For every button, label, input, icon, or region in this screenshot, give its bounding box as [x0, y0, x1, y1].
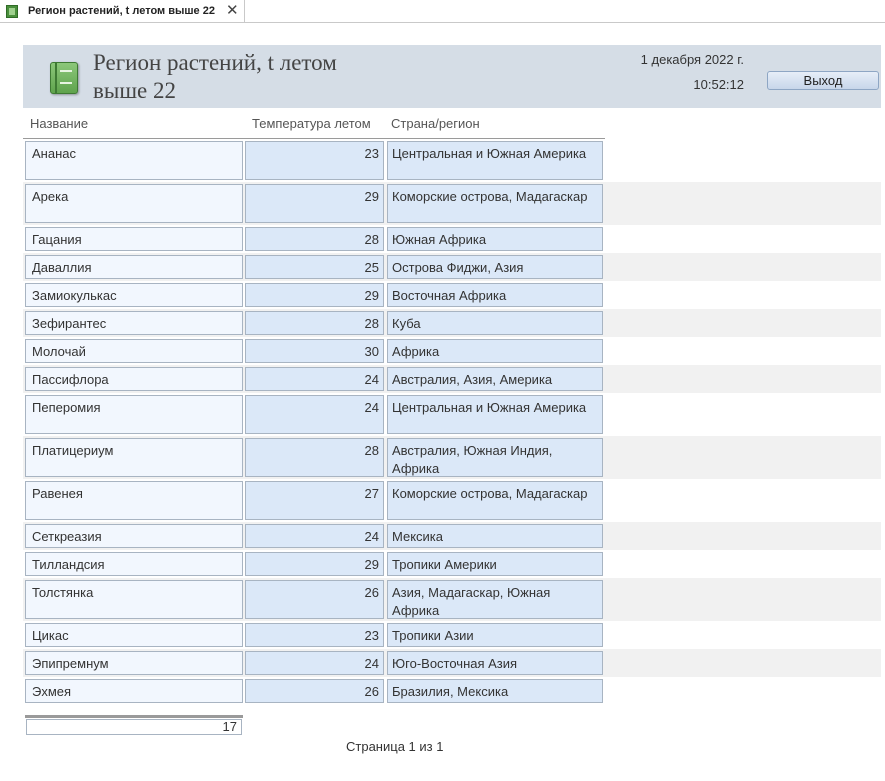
table-row	[23, 479, 881, 522]
name-cell[interactable]: Тилландсия	[25, 552, 243, 576]
region-cell[interactable]: Куба	[387, 311, 603, 335]
table-row	[23, 436, 881, 479]
name-cell[interactable]: Пассифлора	[25, 367, 243, 391]
name-cell[interactable]: Платицериум	[25, 438, 243, 477]
report-icon	[50, 62, 78, 94]
region-cell[interactable]: Центральная и Южная Америка	[387, 395, 603, 434]
temperature-cell[interactable]: 28	[245, 438, 384, 477]
temperature-cell[interactable]: 23	[245, 141, 384, 180]
temperature-cell[interactable]: 23	[245, 623, 384, 647]
region-cell[interactable]: Острова Фиджи, Азия	[387, 255, 603, 279]
table-row	[23, 365, 881, 393]
temperature-cell[interactable]: 24	[245, 651, 384, 675]
table-row	[23, 337, 881, 365]
table-row	[23, 550, 881, 578]
table-row	[23, 139, 881, 182]
table-row	[23, 281, 881, 309]
name-cell[interactable]: Эхмея	[25, 679, 243, 703]
report-date: 1 декабря 2022 г.	[640, 52, 744, 67]
region-cell[interactable]: Австралия, Южная Индия, Африка	[387, 438, 603, 477]
temperature-cell[interactable]: 24	[245, 367, 384, 391]
table-row	[23, 225, 881, 253]
name-cell[interactable]: Сеткреазия	[25, 524, 243, 548]
region-cell[interactable]: Тропики Азии	[387, 623, 603, 647]
name-cell[interactable]: Ананас	[25, 141, 243, 180]
name-cell[interactable]: Цикас	[25, 623, 243, 647]
name-cell[interactable]: Зефирантес	[25, 311, 243, 335]
temperature-cell[interactable]: 25	[245, 255, 384, 279]
name-cell[interactable]: Эпипремнум	[25, 651, 243, 675]
temperature-cell[interactable]: 29	[245, 283, 384, 307]
region-cell[interactable]: Коморские острова, Мадагаскар	[387, 481, 603, 520]
table-row	[23, 649, 881, 677]
column-header-temperature: Температура летом	[252, 116, 371, 131]
table-row	[23, 182, 881, 225]
report-title: Регион растений, t летом выше 22	[93, 50, 337, 103]
region-cell[interactable]: Африка	[387, 339, 603, 363]
temperature-cell[interactable]: 30	[245, 339, 384, 363]
temperature-cell[interactable]: 28	[245, 227, 384, 251]
region-cell[interactable]: Коморские острова, Мадагаскар	[387, 184, 603, 223]
name-cell[interactable]: Даваллия	[25, 255, 243, 279]
page-number: Страница 1 из 1	[346, 739, 444, 754]
table-row	[23, 522, 881, 550]
report-icon	[6, 5, 18, 18]
name-cell[interactable]: Пеперомия	[25, 395, 243, 434]
region-cell[interactable]: Юго-Восточная Азия	[387, 651, 603, 675]
name-cell[interactable]: Молочай	[25, 339, 243, 363]
table-row	[23, 677, 881, 705]
document-tab-bar	[0, 0, 885, 23]
report-header	[23, 45, 881, 108]
report-time: 10:52:12	[693, 77, 744, 92]
table-row	[23, 578, 881, 621]
close-icon[interactable]: ✕	[226, 2, 239, 19]
total-divider	[25, 715, 243, 718]
region-cell[interactable]: Азия, Мадагаскар, Южная Африка	[387, 580, 603, 619]
region-cell[interactable]: Бразилия, Мексика	[387, 679, 603, 703]
region-cell[interactable]: Мексика	[387, 524, 603, 548]
temperature-cell[interactable]: 24	[245, 395, 384, 434]
region-cell[interactable]: Центральная и Южная Америка	[387, 141, 603, 180]
temperature-cell[interactable]: 29	[245, 184, 384, 223]
temperature-cell[interactable]: 29	[245, 552, 384, 576]
report-tab[interactable]	[0, 0, 245, 22]
name-cell[interactable]: Арека	[25, 184, 243, 223]
region-cell[interactable]: Австралия, Азия, Америка	[387, 367, 603, 391]
temperature-cell[interactable]: 26	[245, 580, 384, 619]
table-row	[23, 393, 881, 436]
temperature-cell[interactable]: 28	[245, 311, 384, 335]
tab-title: Регион растений, t летом выше 22	[28, 5, 215, 17]
temperature-cell[interactable]: 27	[245, 481, 384, 520]
name-cell[interactable]: Равенея	[25, 481, 243, 520]
name-cell[interactable]: Гацания	[25, 227, 243, 251]
table-row	[23, 253, 881, 281]
temperature-cell[interactable]: 26	[245, 679, 384, 703]
name-cell[interactable]: Замиокулькас	[25, 283, 243, 307]
table-row	[23, 621, 881, 649]
record-count: 17	[26, 719, 242, 735]
region-cell[interactable]: Южная Африка	[387, 227, 603, 251]
column-header-region: Страна/регион	[391, 116, 480, 131]
name-cell[interactable]: Толстянка	[25, 580, 243, 619]
temperature-cell[interactable]: 24	[245, 524, 384, 548]
region-cell[interactable]: Восточная Африка	[387, 283, 603, 307]
exit-button[interactable]: Выход	[767, 71, 879, 90]
region-cell[interactable]: Тропики Америки	[387, 552, 603, 576]
column-header-name: Название	[30, 116, 89, 131]
table-row	[23, 309, 881, 337]
